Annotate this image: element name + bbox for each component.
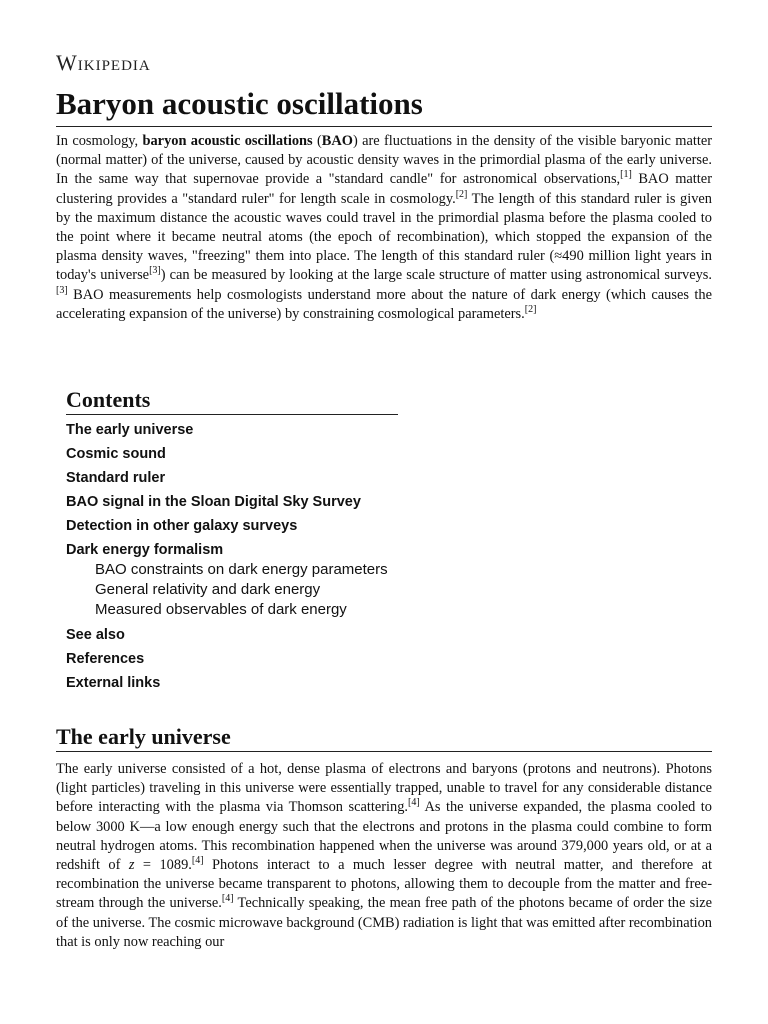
toc-item-bao-sdss[interactable]: BAO signal in the Sloan Digital Sky Survey	[66, 494, 361, 510]
term-bao: baryon acoustic oscillations	[142, 133, 313, 149]
wikipedia-logo[interactable]: Wikipedia	[56, 50, 151, 75]
citation-link[interactable]: [2]	[455, 188, 468, 200]
toc-item-early-universe[interactable]: The early universe	[66, 422, 194, 438]
citation-link[interactable]: [3]	[149, 265, 161, 277]
citation-link[interactable]: [2]	[524, 304, 537, 316]
toc-subitem-measured-observables[interactable]: Measured observables of dark energy	[95, 601, 347, 618]
citation-link[interactable]: [3]	[56, 284, 68, 296]
citation-link[interactable]: [1]	[620, 169, 632, 181]
toc-item-external-links[interactable]: External links	[66, 675, 161, 691]
toc-list	[66, 421, 398, 693]
table-of-contents	[66, 386, 398, 693]
abbr-bao: BAO	[321, 133, 353, 149]
citation-link[interactable]: [4]	[191, 855, 204, 867]
toc-item-dark-energy-formalism[interactable]: Dark energy formalism	[66, 542, 224, 558]
toc-subitem-general-relativity[interactable]: General relativity and dark energy	[95, 581, 321, 598]
toc-item-see-also[interactable]: See also	[66, 627, 125, 643]
early-universe-paragraph: The early universe consisted of a hot, dense plasma of electrons and baryons (protons and neutrons). Photons (light particles) traveling in this universe were essentially trapped, unable to travel for any considerable distance before interacting with the plasma via Thomson scattering.[4] As the universe expanded, the plasma cooled to below 3000 K—a low enough energy such that the electrons and protons in the plasma could combine to form neutral hydrogen atoms. This recombination happened when the universe was around 379,000 years old, or at a redshift of z = 1089.[4] Photons interact to a much lesser degree with neutral matter, and therefore at recombination the universe became transparent to photons, allowing them to decouple from the matter and free-stream through the universe.[4] Technically speaking, the mean free path of the photons became of order the size of the universe. The cosmic microwave background (CMB) radiation is light that was emitted after recombination that is only now reaching our	[56, 761, 712, 950]
citation-link[interactable]: [4]	[221, 893, 234, 905]
toc-item-cosmic-sound[interactable]: Cosmic sound	[66, 446, 166, 462]
page-title: Baryon acoustic oscillations	[56, 84, 712, 127]
toc-subitem-bao-constraints[interactable]: BAO constraints on dark energy parameters	[95, 561, 388, 578]
citation-link[interactable]: [4]	[408, 797, 420, 809]
section-heading-early-universe: The early universe	[56, 723, 712, 752]
redshift-variable: z	[128, 857, 135, 874]
toc-item-references[interactable]: References	[66, 651, 145, 667]
toc-title: Contents	[66, 386, 398, 415]
toc-item-other-surveys[interactable]: Detection in other galaxy surveys	[66, 518, 298, 534]
intro-paragraph: In cosmology, baryon acoustic oscillations (BAO) are fluctuations in the density of the visible baryonic matter (normal matter) of the universe, caused by acoustic density waves in the primordial plasma of the early universe. In the same way that supernovae provide a "standard candle" for astronomical observations,[1] BAO matter clustering provides a "standard ruler" for length scale in cosmology.[2] The length of this standard ruler is given by the maximum distance the acoustic waves could travel in the primordial plasma before the plasma cooled to the point where it became neutral atoms (the epoch of recombination), which stopped the expansion of the plasma density waves, "freezing" them into place. The length of this standard ruler (≈490 million light years in today's universe[3]) can be measured by looking at the large scale structure of matter using astronomical surveys.[3] BAO measurements help cosmologists understand more about the nature of dark energy (which causes the accelerating expansion of the universe) by constraining cosmological parameters.[2]	[56, 133, 713, 322]
toc-item-standard-ruler[interactable]: Standard ruler	[66, 470, 166, 486]
